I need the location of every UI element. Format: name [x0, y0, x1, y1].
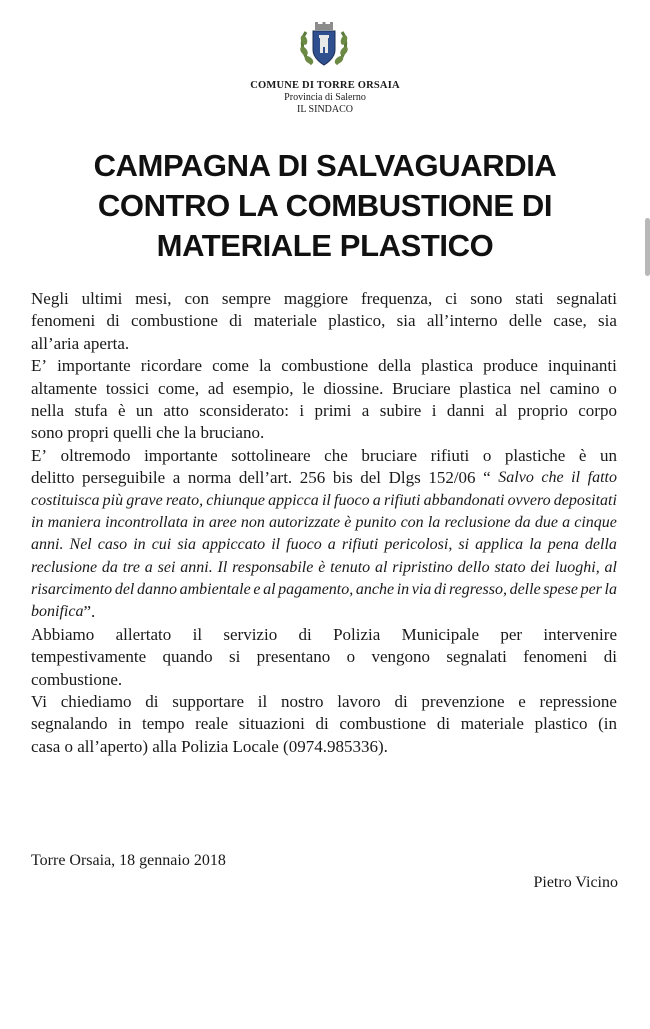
word: camino [549, 378, 600, 398]
word: plastico [534, 714, 588, 734]
word: prevenzione [421, 692, 505, 712]
word: costituisca [31, 491, 100, 509]
word: ultimi [81, 289, 123, 308]
word: altamente [31, 378, 98, 398]
word: all’aria aperta. [31, 333, 130, 353]
word: produce [483, 356, 538, 376]
word: aree [208, 513, 237, 531]
word: situazioni [238, 714, 305, 734]
word: nostro [281, 692, 324, 712]
word: supportare [172, 692, 245, 712]
word: ci [445, 289, 458, 308]
word: il [571, 469, 581, 487]
letterhead [0, 80, 650, 116]
word: allertato [115, 624, 172, 644]
word: Nel [69, 536, 92, 554]
word: (in [598, 714, 617, 734]
word: pagamento, [278, 581, 354, 599]
word: le [302, 378, 315, 398]
word: Bruciare [392, 378, 451, 398]
word: atto [163, 400, 189, 420]
word: è [344, 513, 352, 531]
word: Polizia [333, 624, 381, 644]
word: il [257, 692, 268, 712]
text-line [31, 445, 617, 467]
word: la [427, 513, 441, 531]
word: delle [508, 311, 542, 331]
word: di [394, 692, 408, 712]
word: un [600, 445, 617, 465]
word: case, [553, 311, 587, 331]
word: bis [332, 468, 353, 488]
word: è [318, 558, 326, 576]
word: Dlgs [388, 468, 421, 488]
word: presentano [256, 647, 331, 667]
word: sia [598, 311, 617, 331]
word: materiale [253, 311, 317, 331]
word: vengono [371, 647, 431, 667]
word: stati [515, 289, 544, 308]
word: dei [530, 558, 550, 576]
word: tempestivamente [31, 647, 147, 667]
word: repressione [539, 692, 617, 712]
word: un [135, 400, 153, 420]
word: a [172, 468, 181, 488]
word: al [604, 558, 617, 576]
word: bonifica [31, 603, 84, 621]
word: a [327, 536, 336, 554]
word: Salvo [498, 469, 534, 487]
text-line [31, 669, 617, 691]
word: maniera [47, 513, 101, 531]
word: regresso, [449, 581, 507, 599]
word: depositati [553, 491, 617, 509]
word: sottolineare [231, 445, 311, 465]
word: si [228, 647, 241, 667]
word: plastico, [328, 311, 386, 331]
word: si [458, 536, 470, 554]
signature: Pietro Vicino [533, 874, 618, 891]
word: all’interno [426, 311, 498, 331]
word: incontrollata [105, 513, 189, 531]
word: Abbiamo [31, 624, 95, 644]
text-line [31, 646, 617, 668]
body-text [31, 288, 617, 758]
word: anni. [180, 558, 213, 576]
word: importante [144, 445, 218, 465]
word: sono propri quelli che la bruciano. [31, 423, 265, 443]
text-line [31, 713, 617, 735]
word: combustione [131, 311, 218, 331]
text-line [31, 333, 617, 355]
word: lavoro [337, 692, 381, 712]
word: mesi, [135, 289, 172, 308]
word: da [101, 558, 118, 576]
word: o [482, 445, 492, 465]
text-line [31, 400, 617, 422]
word: reclusione [31, 558, 98, 576]
word: segnalando [31, 714, 108, 734]
word: Vi [31, 692, 47, 712]
word: ad [207, 378, 224, 398]
word: appiccato [202, 536, 266, 554]
word: pena [547, 536, 579, 554]
word: corpo [578, 400, 617, 420]
word: appicca [268, 491, 319, 509]
word: rifiuti [341, 536, 379, 554]
word: E’ [31, 356, 48, 376]
word: ripristino [392, 558, 453, 576]
word: del [360, 468, 382, 488]
word: segnalati [556, 289, 617, 308]
place-and-date: Torre Orsaia, 18 gennaio 2018 [31, 852, 226, 869]
word: plastiche [504, 445, 566, 465]
word: danni [446, 400, 485, 420]
word: fenomeni [523, 647, 588, 667]
text-line [31, 579, 617, 601]
text-line [31, 534, 617, 556]
text-line [31, 378, 617, 400]
word: risarcimento [31, 581, 113, 599]
word: dell’art. [238, 468, 293, 488]
word: non [240, 513, 265, 531]
word: in [118, 714, 132, 734]
word: bruciare [361, 445, 417, 465]
word: o [346, 647, 356, 667]
text-line [31, 310, 617, 332]
word: frequenza, [360, 289, 433, 308]
text-line [31, 490, 617, 512]
word: “ [483, 468, 491, 488]
word: ricordare [140, 356, 203, 376]
word: reato, [165, 491, 204, 509]
word: rifiuti [430, 445, 470, 465]
word: della [378, 356, 412, 376]
word: fuoco [286, 536, 322, 554]
word: delitto [31, 468, 75, 488]
text-line [31, 624, 617, 646]
word: oltremodo [60, 445, 131, 465]
word: come, [158, 378, 200, 398]
word: chiunque [206, 491, 265, 509]
word: il [192, 624, 203, 644]
word: tempo [141, 714, 185, 734]
text-line [31, 691, 617, 713]
word: il [271, 536, 281, 554]
word: cinque [574, 513, 617, 531]
word: i [431, 400, 437, 420]
word: punito [355, 513, 397, 531]
word: combustione [339, 714, 427, 734]
word: inquinanti [547, 356, 617, 376]
word: stato [494, 558, 526, 576]
word: intervenire [543, 624, 617, 644]
text-line [31, 288, 617, 310]
word: cui [151, 536, 172, 554]
word: di [298, 624, 312, 644]
word: Il [217, 558, 228, 576]
word: tenuto [330, 558, 371, 576]
text-line [31, 736, 617, 758]
word: di [106, 311, 120, 331]
document-title [20, 146, 630, 266]
word: perseguibile [82, 468, 166, 488]
word: ovvero [507, 491, 551, 509]
word: maggiore [283, 289, 349, 308]
word: plastica [459, 378, 512, 398]
word: sia [177, 536, 196, 554]
province-name: Provincia di Salerno [284, 92, 366, 103]
word: al [263, 581, 276, 599]
word: con [184, 289, 209, 308]
word: norma [187, 468, 232, 488]
word: abbandonati [423, 491, 505, 509]
word: segnalati [446, 647, 507, 667]
word: via [411, 581, 432, 599]
word: caso [97, 536, 128, 554]
word: sei [157, 558, 176, 576]
word: che [541, 469, 564, 487]
word: casa o all’aperto) alla Polizia Locale (0974.985336). [31, 736, 388, 756]
word: di [315, 714, 329, 734]
word: danno [136, 581, 177, 599]
word: a [562, 513, 571, 531]
word: in [192, 513, 205, 531]
municipality-name: COMUNE DI TORRE ORSAIA [250, 80, 400, 91]
word: reale [195, 714, 229, 734]
word: al [495, 400, 508, 420]
text-line [31, 557, 617, 579]
word: è [117, 400, 126, 420]
word: di [603, 647, 617, 667]
word: grave [126, 491, 163, 509]
word: sconsiderato: [199, 400, 289, 420]
word: di [145, 692, 159, 712]
text-line [31, 355, 617, 377]
word: dello [457, 558, 490, 576]
word: luoghi, [554, 558, 600, 576]
word: i [299, 400, 305, 420]
word: primi [314, 400, 352, 420]
word: plastica [421, 356, 474, 376]
word: 152/06 [428, 468, 476, 488]
word: pericolosi, [384, 536, 453, 554]
word: 256 [299, 468, 326, 488]
word: al [375, 558, 388, 576]
word: quando [162, 647, 213, 667]
title-line: MATERIALE PLASTICO [156, 228, 494, 263]
word: diossine. [323, 378, 384, 398]
word: nel [520, 378, 541, 398]
word: è [578, 445, 587, 465]
word: reclusione [444, 513, 511, 531]
scrollbar[interactable] [645, 218, 650, 276]
text-line [31, 467, 617, 489]
word: la [529, 536, 542, 554]
word: fenomeni [31, 311, 96, 331]
coat-of-arms-icon [296, 22, 352, 70]
word: con [400, 513, 424, 531]
word: spese [543, 581, 578, 599]
word: servizio [223, 624, 278, 644]
word: due [534, 513, 558, 531]
word: delle [509, 581, 541, 599]
word: e [518, 692, 526, 712]
word: materiale [460, 714, 524, 734]
word: responsabile [232, 558, 314, 576]
word: sono [470, 289, 503, 308]
text-line [31, 512, 617, 534]
text-line [31, 601, 617, 623]
word: importante [57, 356, 131, 376]
word: tossici [105, 378, 150, 398]
word: anche [355, 581, 395, 599]
word: che [324, 445, 348, 465]
word: sempre [221, 289, 271, 308]
word: o [608, 378, 617, 398]
word: chiediamo [60, 692, 132, 712]
word: a [372, 491, 381, 509]
issuer-role: IL SINDACO [296, 104, 353, 115]
word: la [604, 581, 617, 599]
word: sia [396, 311, 416, 331]
word: subire [379, 400, 422, 420]
word: anni. [31, 536, 64, 554]
word: per [580, 581, 602, 599]
word: del [114, 581, 135, 599]
word: della [584, 536, 617, 554]
word: in [133, 536, 146, 554]
word: e [253, 581, 261, 599]
word: autorizzate [268, 513, 341, 531]
word: di [433, 581, 447, 599]
word: da [514, 513, 531, 531]
word: in [31, 513, 44, 531]
word: come [212, 356, 249, 376]
word: di [436, 714, 451, 734]
word: tre [122, 558, 140, 576]
title-line: CONTRO LA COMBUSTIONE DI [97, 188, 553, 223]
word: la [258, 356, 272, 376]
word: applica [475, 536, 524, 554]
word: in [396, 581, 410, 599]
word: il [321, 491, 331, 509]
word: per [500, 624, 523, 644]
title-line: CAMPAGNA DI SALVAGUARDIA [93, 148, 557, 183]
word: fatto [587, 469, 617, 487]
word: E’ [31, 445, 48, 465]
word: combustione [281, 356, 369, 376]
word: a [361, 400, 370, 420]
word: ambientale [179, 581, 251, 599]
word: più [102, 491, 124, 509]
word: proprio [517, 400, 568, 420]
word: di [229, 311, 243, 331]
word: a [144, 558, 153, 576]
word: stufa [74, 400, 108, 420]
word: rifiuti [383, 491, 421, 509]
word: nella [31, 400, 65, 420]
word: ”. [83, 602, 96, 622]
word: combustione. [31, 669, 123, 689]
word: fuoco [334, 491, 370, 509]
word: esempio, [232, 378, 294, 398]
word: Municipale [401, 624, 480, 644]
word: Negli [31, 289, 69, 308]
text-line [31, 422, 617, 444]
